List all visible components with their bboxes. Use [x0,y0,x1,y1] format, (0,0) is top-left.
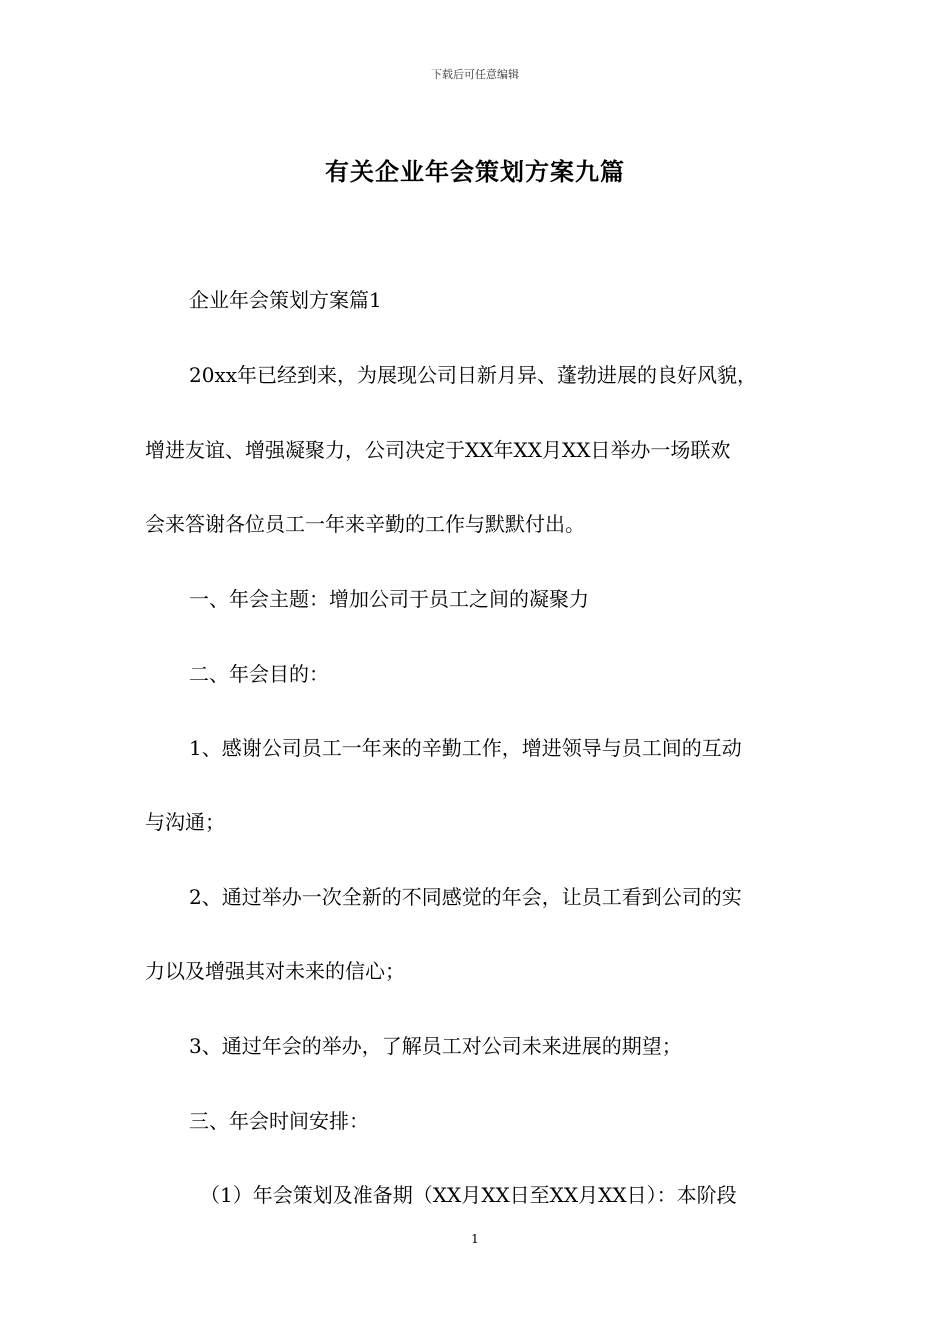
paragraph-line: 三、年会时间安排： [189,1109,369,1133]
page-number: 1 [471,1232,479,1246]
paragraph-line: 2、通过举办一次全新的不同感觉的年会，让员工看到公司的实 [189,885,742,909]
paragraph-line: 一、年会主题：增加公司于员工之间的凝聚力 [189,587,589,611]
paragraph-line: 二、年会目的： [189,662,329,686]
section-heading: 企业年会策划方案篇1 [189,288,382,312]
paragraph-line: 力以及增强其对未来的信心； [145,959,405,983]
paragraph-line: 1、感谢公司员工一年来的辛勤工作，增进领导与员工间的互动 [189,736,742,760]
paragraph-line: 20xx年已经到来，为展现公司日新月异、蓬勃进展的良好风貌， [189,363,758,387]
paragraph-line: 会来答谢各位员工一年来辛勤的工作与默默付出。 [145,512,585,536]
paragraph-line: 增进友谊、增强凝聚力，公司决定于XX年XX月XX日举办一场联欢 [145,438,731,462]
paragraph-line: 与沟通； [145,810,225,834]
paragraph-line: 3、通过年会的举办，了解员工对公司未来进展的期望； [189,1034,682,1058]
document-title: 有关企业年会策划方案九篇 [325,157,625,186]
paragraph-line: （1）年会策划及准备期（XX月XX日至XX月XX日）：本阶段 [200,1183,737,1207]
page-header-note: 下载后可任意编辑 [431,68,519,81]
